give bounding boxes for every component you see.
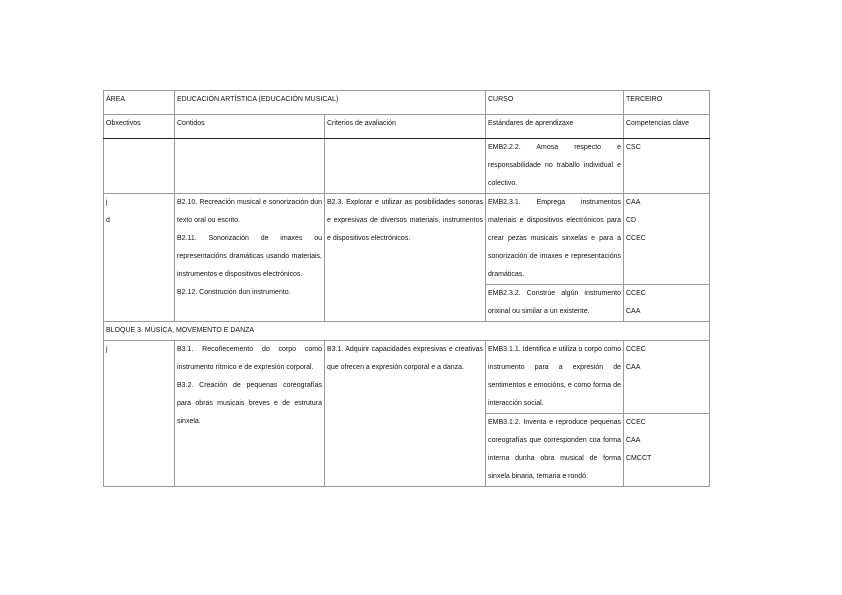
col-criteria: Criterios de avaliación [325, 115, 486, 139]
block-heading: BLOQUE 3. MÚSICA, MOVEMENTO E DANZA [104, 322, 710, 341]
objective-item: j [106, 199, 108, 206]
column-header-row [104, 115, 710, 139]
objective-item: d [106, 217, 110, 224]
standard-cell: EMB2.2.2. Amosa respecto e responsabilidade no traballo individual e colectivo. [486, 139, 624, 194]
competences-cell: CSC [624, 139, 710, 194]
col-contents: Contidos [175, 115, 325, 139]
content-item: B3.2. Creación de pequenas coreografías para obras musicais breves e de estrutura sinxela. [177, 382, 322, 425]
table-row [104, 139, 710, 194]
competence-item: CAA [626, 437, 641, 444]
competence-item: CCEC [626, 235, 646, 242]
header-row [104, 91, 710, 115]
area-value: EDUCACIÓN ARTÍSTICA (EDUCACIÓN MUSICAL) [175, 91, 486, 115]
curriculum-table [103, 90, 710, 487]
content-item: B2.10. Recreación musical e sonorización dun texto oral ou escrito. [177, 199, 322, 224]
standard-cell: EMB2.3.1. Emprega instrumentos materiais e dispositivos electrónicos para crear pezas musicais sinxelas e para a sonorización de imaxes e representacións dramáticas. [486, 194, 624, 285]
standard-cell: EMB2.3.2. Constrúe algún instrumento orixinal ou similar a un existente. [486, 285, 624, 322]
col-objectives: Obxectivos [104, 115, 175, 139]
contents-cell [175, 341, 325, 487]
competences-cell [624, 414, 710, 487]
competences-cell [624, 194, 710, 285]
content-item: B3.1. Recoñecemento do corpo como instrumento rítmico e de expresión corporal. [177, 346, 322, 371]
block-heading-row [104, 322, 710, 341]
criteria-cell: B3.1. Adquirir capacidades expresivas e creativas que ofrecen a expresión corporal e a danza. [325, 341, 486, 487]
criteria-cell [325, 139, 486, 194]
objective-item: j [106, 346, 108, 353]
objectives-cell [104, 194, 175, 322]
area-label: ÁREA [104, 91, 175, 115]
col-competences: Competencias clave [624, 115, 710, 139]
competence-item: CCEC [626, 419, 646, 426]
content-item: B2.11. Sonorización de imaxes ou representacións dramáticas usando materiais, instrumentos e dispositivos electrónicos. [177, 235, 322, 278]
objectives-cell [104, 139, 175, 194]
objectives-cell [104, 341, 175, 487]
table-row [104, 341, 710, 414]
table-row [104, 194, 710, 285]
criteria-cell: B2.3. Explorar e utilizar as posibilidades sonoras e expresivas de diversos materiais, instrumentos e dispositivos electrónicos. [325, 194, 486, 322]
col-standards: Estándares de aprendizaxe [486, 115, 624, 139]
standard-cell: EMB3.1.1. Identifica e utiliza o corpo como instrumento para a expresión de sentimentos e emocións, e como forma de interacción social. [486, 341, 624, 414]
course-value: TERCEIRO [624, 91, 710, 115]
standard-cell: EMB3.1.2. Inventa e reproduce pequenas coreografías que corresponden coa forma interna dunha obra musical de forma sinxela binaria, ternaria e rondó. [486, 414, 624, 487]
contents-cell [175, 139, 325, 194]
competence-item: CAA [626, 199, 641, 206]
competence-item: CCEC [626, 346, 646, 353]
competence-item: CMCCT [626, 455, 652, 462]
competence-item: CCEC [626, 290, 646, 297]
competence-item: CAA [626, 364, 641, 371]
competence-item: CD [626, 217, 637, 224]
competences-cell [624, 285, 710, 322]
contents-cell [175, 194, 325, 322]
competences-cell [624, 341, 710, 414]
content-item: B2.12. Construción dun instrumento. [177, 289, 291, 296]
course-label: CURSO [486, 91, 624, 115]
competence-item: CAA [626, 308, 641, 315]
